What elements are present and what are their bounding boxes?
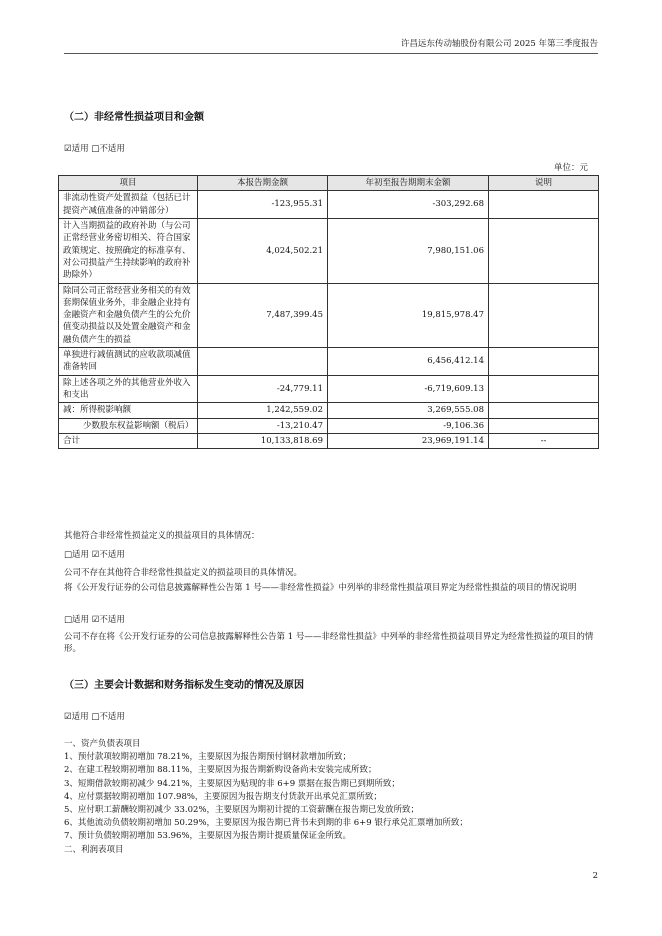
nonrecurring-table — [58, 175, 599, 449]
other-definition-text: 公司不存在其他符合非经常性损益定义的损益项目的具体情况。 — [64, 568, 303, 578]
table-row — [59, 283, 599, 348]
list-item: 二、利润表项目 — [64, 844, 124, 855]
current-amount-cell: 10,133,818.69 — [198, 433, 328, 448]
list-item: 4、应付票据较期初增加 107.98%，主要原因为报告期支付货款开出承兑汇票所致； — [64, 791, 382, 802]
table-row — [59, 218, 599, 283]
list-item: 7、预计负债较期初增加 53.96%，主要原因为报告期计提质量保证金所致。 — [64, 831, 352, 842]
note-cell — [489, 418, 599, 433]
note-cell — [489, 191, 599, 219]
current-amount-cell: 4,024,502.21 — [198, 218, 328, 283]
list-item: 1、预付款项较期初增加 78.21%，主要原因为报告期预付钢材款增加所致； — [64, 752, 352, 763]
list-item: 3、短期借款较期初减少 94.21%，主要原因为贴现的非 6+9 票据在报告期已到期所致； — [64, 778, 400, 789]
item-cell: 计入当期损益的政府补助（与公司正常经营业务密切相关、符合国家政策规定、按照确定的标准享有、对公司损益产生持续影响的政府补助除外） — [59, 218, 198, 283]
table-row — [59, 375, 599, 403]
other-definition-title: 其他符合非经常性损益定义的损益项目的具体情况： — [64, 531, 260, 541]
unit-label: 单位：元 — [553, 163, 588, 173]
table-row — [59, 403, 599, 418]
table-total-row — [59, 433, 599, 448]
ytd-amount-cell: -9,106.36 — [328, 418, 489, 433]
item-cell: 除同公司正常经营业务相关的有效套期保值业务外，非金融企业持有金融资产和金融负债产生的公允价值变动损益以及处置金融资产和金融负债产生的损益 — [59, 283, 198, 348]
item-cell: 单独进行减值测试的应收款项减值准备转回 — [59, 348, 198, 376]
list-item: 一、资产负债表项目 — [64, 739, 141, 749]
note-cell — [489, 283, 599, 348]
change-reasons-list — [64, 738, 604, 857]
applicable-checkbox-row: ☑适用 □不适用 — [64, 712, 125, 722]
current-amount-cell: 7,487,399.45 — [198, 283, 328, 348]
page-number: 2 — [592, 871, 598, 881]
ytd-amount-cell: -303,292.68 — [328, 191, 489, 219]
ytd-amount-cell: 7,980,151.06 — [328, 218, 489, 283]
note-cell — [489, 218, 599, 283]
column-header: 本报告期金额 — [198, 176, 328, 191]
current-amount-cell: 1,242,559.02 — [198, 403, 328, 418]
ytd-amount-cell: 23,969,191.14 — [328, 433, 489, 448]
table-row — [59, 191, 599, 219]
table-row — [59, 418, 599, 433]
page-header: 许昌远东传动轴股份有限公司 2025 年第三季度报告 — [64, 38, 598, 54]
ytd-amount-cell: 6,456,412.14 — [328, 348, 489, 376]
ytd-amount-cell: 3,269,555.08 — [328, 403, 489, 418]
item-cell: 合计 — [59, 433, 198, 448]
note-cell — [489, 348, 599, 376]
section-title-changes: （三）主要会计数据和财务指标发生变动的情况及原因 — [64, 680, 304, 691]
item-cell: 除上述各项之外的其他营业外收入和支出 — [59, 375, 198, 403]
item-cell: 减：所得税影响额 — [59, 403, 198, 418]
item-cell: 少数股东权益影响额（税后） — [59, 418, 198, 433]
note-cell — [489, 403, 599, 418]
current-amount-cell: -123,955.31 — [198, 191, 328, 219]
reclassification-text: 公司不存在将《公开发行证券的公司信息披露解释性公告第 1 号——非经常性损益》中列举的非经常性损益项目界定为经常性损益的项目的情形。 — [64, 632, 594, 655]
list-item: 2、在建工程较期初增加 88.11%，主要原因为报告期新购设备尚未安装完成所致； — [64, 765, 377, 776]
table-header-row — [59, 176, 599, 191]
reclassification-title: 将《公开发行证券的公司信息披露解释性公告第 1 号——非经常性损益》中列举的非经常性损益项目界定为经常性损益的项目的情况说明 — [64, 583, 577, 593]
ytd-amount-cell: 19,815,978.47 — [328, 283, 489, 348]
list-item: 5、应付职工薪酬较期初减少 33.02%，主要原因为期初计提的工资薪酬在报告期已发放所致； — [64, 805, 420, 816]
section-title-nonrecurring: （二）非经常性损益项目和金额 — [64, 112, 204, 123]
table-row — [59, 348, 599, 376]
current-amount-cell — [198, 348, 328, 376]
list-item: 6、其他流动负债较期初增加 50.29%，主要原因为报告期已背书未到期的非 6+9 银行承兑汇票增加所致； — [64, 818, 468, 829]
note-cell: -- — [489, 433, 599, 448]
column-header: 说明 — [489, 176, 599, 191]
applicable-checkbox-row: □适用 ☑不适用 — [64, 550, 125, 560]
current-amount-cell: -13,210.47 — [198, 418, 328, 433]
item-cell: 非流动性资产处置损益（包括已计提资产减值准备的冲销部分） — [59, 191, 198, 219]
ytd-amount-cell: -6,719,609.13 — [328, 375, 489, 403]
column-header: 年初至报告期期末金额 — [328, 176, 489, 191]
note-cell — [489, 375, 599, 403]
applicable-checkbox-row: □适用 ☑不适用 — [64, 615, 125, 625]
applicable-checkbox-row: ☑适用 □不适用 — [64, 144, 125, 154]
column-header: 项目 — [59, 176, 198, 191]
current-amount-cell: -24,779.11 — [198, 375, 328, 403]
